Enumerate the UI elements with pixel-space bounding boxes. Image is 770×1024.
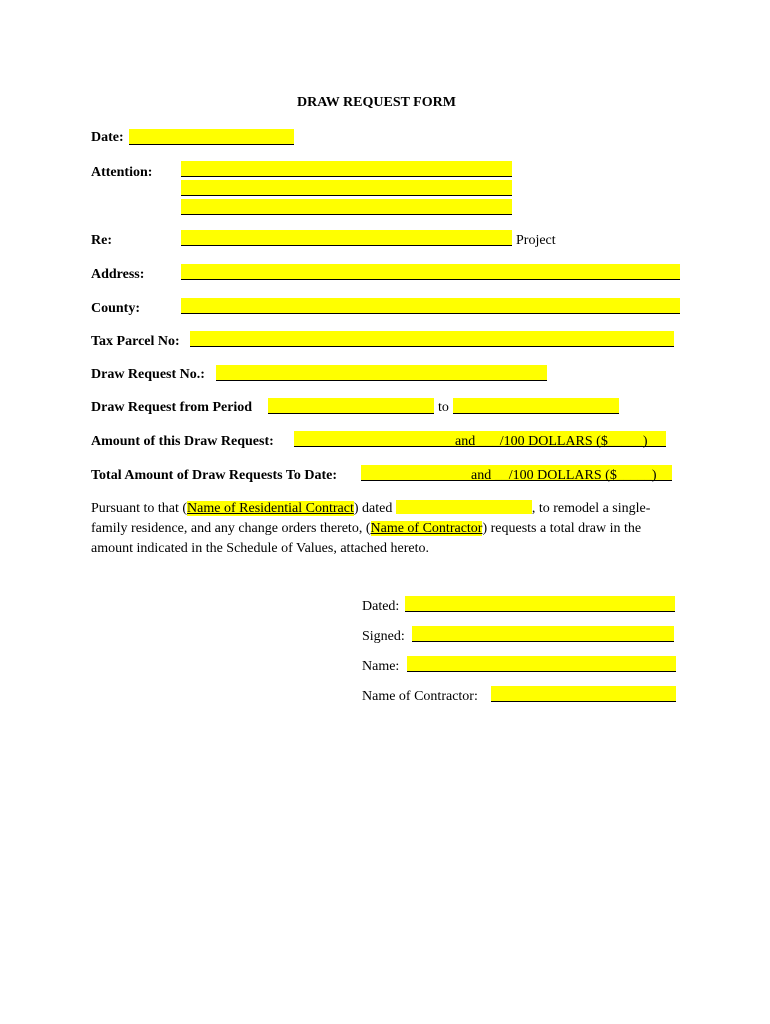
period-label: Draw Request from Period <box>91 400 253 415</box>
form-title: DRAW REQUEST FORM <box>297 95 456 110</box>
tax-parcel-label: Tax Parcel No: <box>91 334 180 349</box>
contractor-name-field[interactable] <box>491 686 676 702</box>
period-to-field[interactable] <box>453 398 619 414</box>
total-label: Total Amount of Draw Requests To Date: <box>91 468 338 483</box>
draw-request-no-label: Draw Request No.: <box>91 367 205 382</box>
residential-contract-field[interactable]: Name of Residential Contract <box>187 501 354 516</box>
attention-field-line-1[interactable] <box>181 161 512 177</box>
name-field[interactable] <box>407 656 676 672</box>
re-field[interactable] <box>181 230 512 246</box>
date-field[interactable] <box>129 129 294 145</box>
paragraph-line-3: amount indicated in the Schedule of Values, attached hereto. <box>91 541 429 556</box>
amount-dollars-text: and ___/100 DOLLARS ($_____) <box>455 434 648 449</box>
contractor-name-label: Name of Contractor: <box>362 689 478 704</box>
attention-label: Attention: <box>91 165 153 180</box>
address-field[interactable] <box>181 264 680 280</box>
county-label: County: <box>91 301 141 316</box>
project-label: Project <box>516 233 556 248</box>
period-to-label: to <box>438 400 449 415</box>
contractor-name-inline-field[interactable]: Name of Contractor <box>370 521 483 536</box>
draw-request-no-field[interactable] <box>216 365 547 381</box>
amount-label: Amount of this Draw Request: <box>91 434 274 449</box>
date-label: Date: <box>91 130 124 145</box>
county-field[interactable] <box>181 298 680 314</box>
name-label: Name: <box>362 659 400 674</box>
signed-label: Signed: <box>362 629 405 644</box>
period-from-field[interactable] <box>268 398 434 414</box>
dated-field[interactable] <box>405 596 675 612</box>
address-label: Address: <box>91 267 145 282</box>
signed-field[interactable] <box>412 626 674 642</box>
attention-field-line-2[interactable] <box>181 180 512 196</box>
paragraph-line-1: Pursuant to that (Name of Residential Contract) dated , to remodel a single- <box>91 501 651 516</box>
re-label: Re: <box>91 233 112 248</box>
attention-field-line-3[interactable] <box>181 199 512 215</box>
tax-parcel-field[interactable] <box>190 331 674 347</box>
paragraph-line-2: family residence, and any change orders thereto, (Name of Contractor) requests a total draw in the <box>91 521 642 536</box>
total-dollars-text: and __/100 DOLLARS ($_____) <box>471 468 657 483</box>
contract-date-field[interactable] <box>396 500 532 514</box>
dated-label: Dated: <box>362 599 400 614</box>
